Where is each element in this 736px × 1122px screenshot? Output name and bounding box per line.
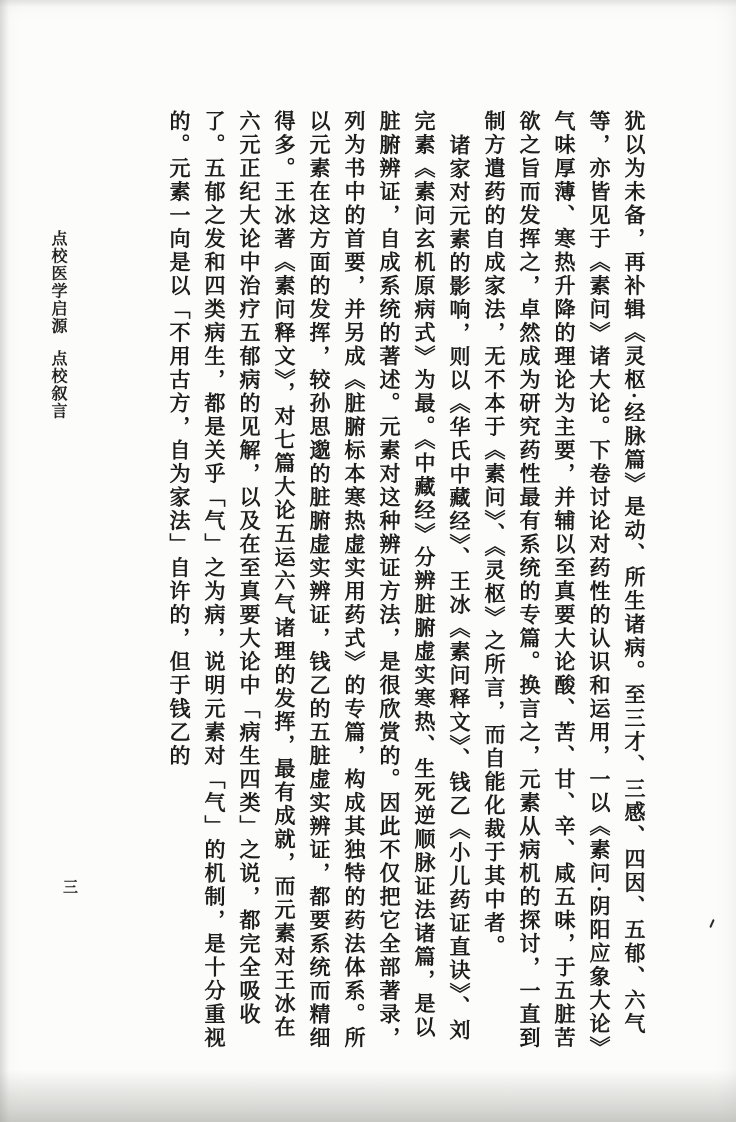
main-text-block [161, 110, 651, 1062]
scan-shadow-top [0, 0, 736, 7]
ink-speck-mark [709, 919, 714, 928]
scan-shadow-left [0, 0, 9, 1122]
paragraph-new: 诸家对元素的影响，则以《华氏中藏经》、王冰《素问释文》、钱乙《小儿药证直诀》、刘完素《素问玄机原病式》为最。《中藏经》分辨脏腑虚实寒热、生死逆顺脉证法诸篇，是以脏腑辨证，自成系统的著述。元素对这种辨证方法，是很欣赏的。因此不仅把它全部著录，列为书中的首要，并另成《脏腑标本寒热虚实用药式》的专篇，构成其独特的药法体系。所以元素在这方面的发挥，较孙思邈的脏腑虚实辨证，钱乙的五脏虚实辨证，都要系统而精细得多。王冰著《素问释文》，对七篇大论五运六气诸理的发挥，最有成就，而元素对王冰在六元正纪大论中治疗五郁病的见解，以及在至真要大论中「病生四类」之说，都完全吸收了。五郁之发和四类病生，都是关乎「气」之为病，说明元素对「气」的机制，是十分重视的。元素一向是以「不用古方，自为家法」自许的，但于钱乙的 [167, 110, 471, 1050]
running-header-section-title: 点校叙言 [49, 350, 66, 420]
page-number: 三 [63, 880, 79, 896]
paragraph-continuation: 犹以为未备，再补辑《灵枢·经脉篇》是动、所生诸病。至三才、三感、四因、五郁、六气等，亦皆见于《素问》诸大论。下卷讨论对药性的认识和运用，一以《素问·阴阳应象大论》气味厚薄、寒热升降的理论为主要，并辅以至真要大论酸、苦、甘、辛、咸五味，于五脏苦欲之旨而发挥之，卓然成为研究药性最有系统的专篇。换言之，元素从病机的探讨，一直到制方遣药的自成家法，无不本于《素问》、《灵枢》之所言，而自能化裁于其中者。 [482, 110, 646, 1060]
running-header [46, 230, 69, 420]
scan-shadow-bottom [0, 1070, 736, 1122]
running-header-book-title: 点校医学启源 [49, 230, 66, 335]
